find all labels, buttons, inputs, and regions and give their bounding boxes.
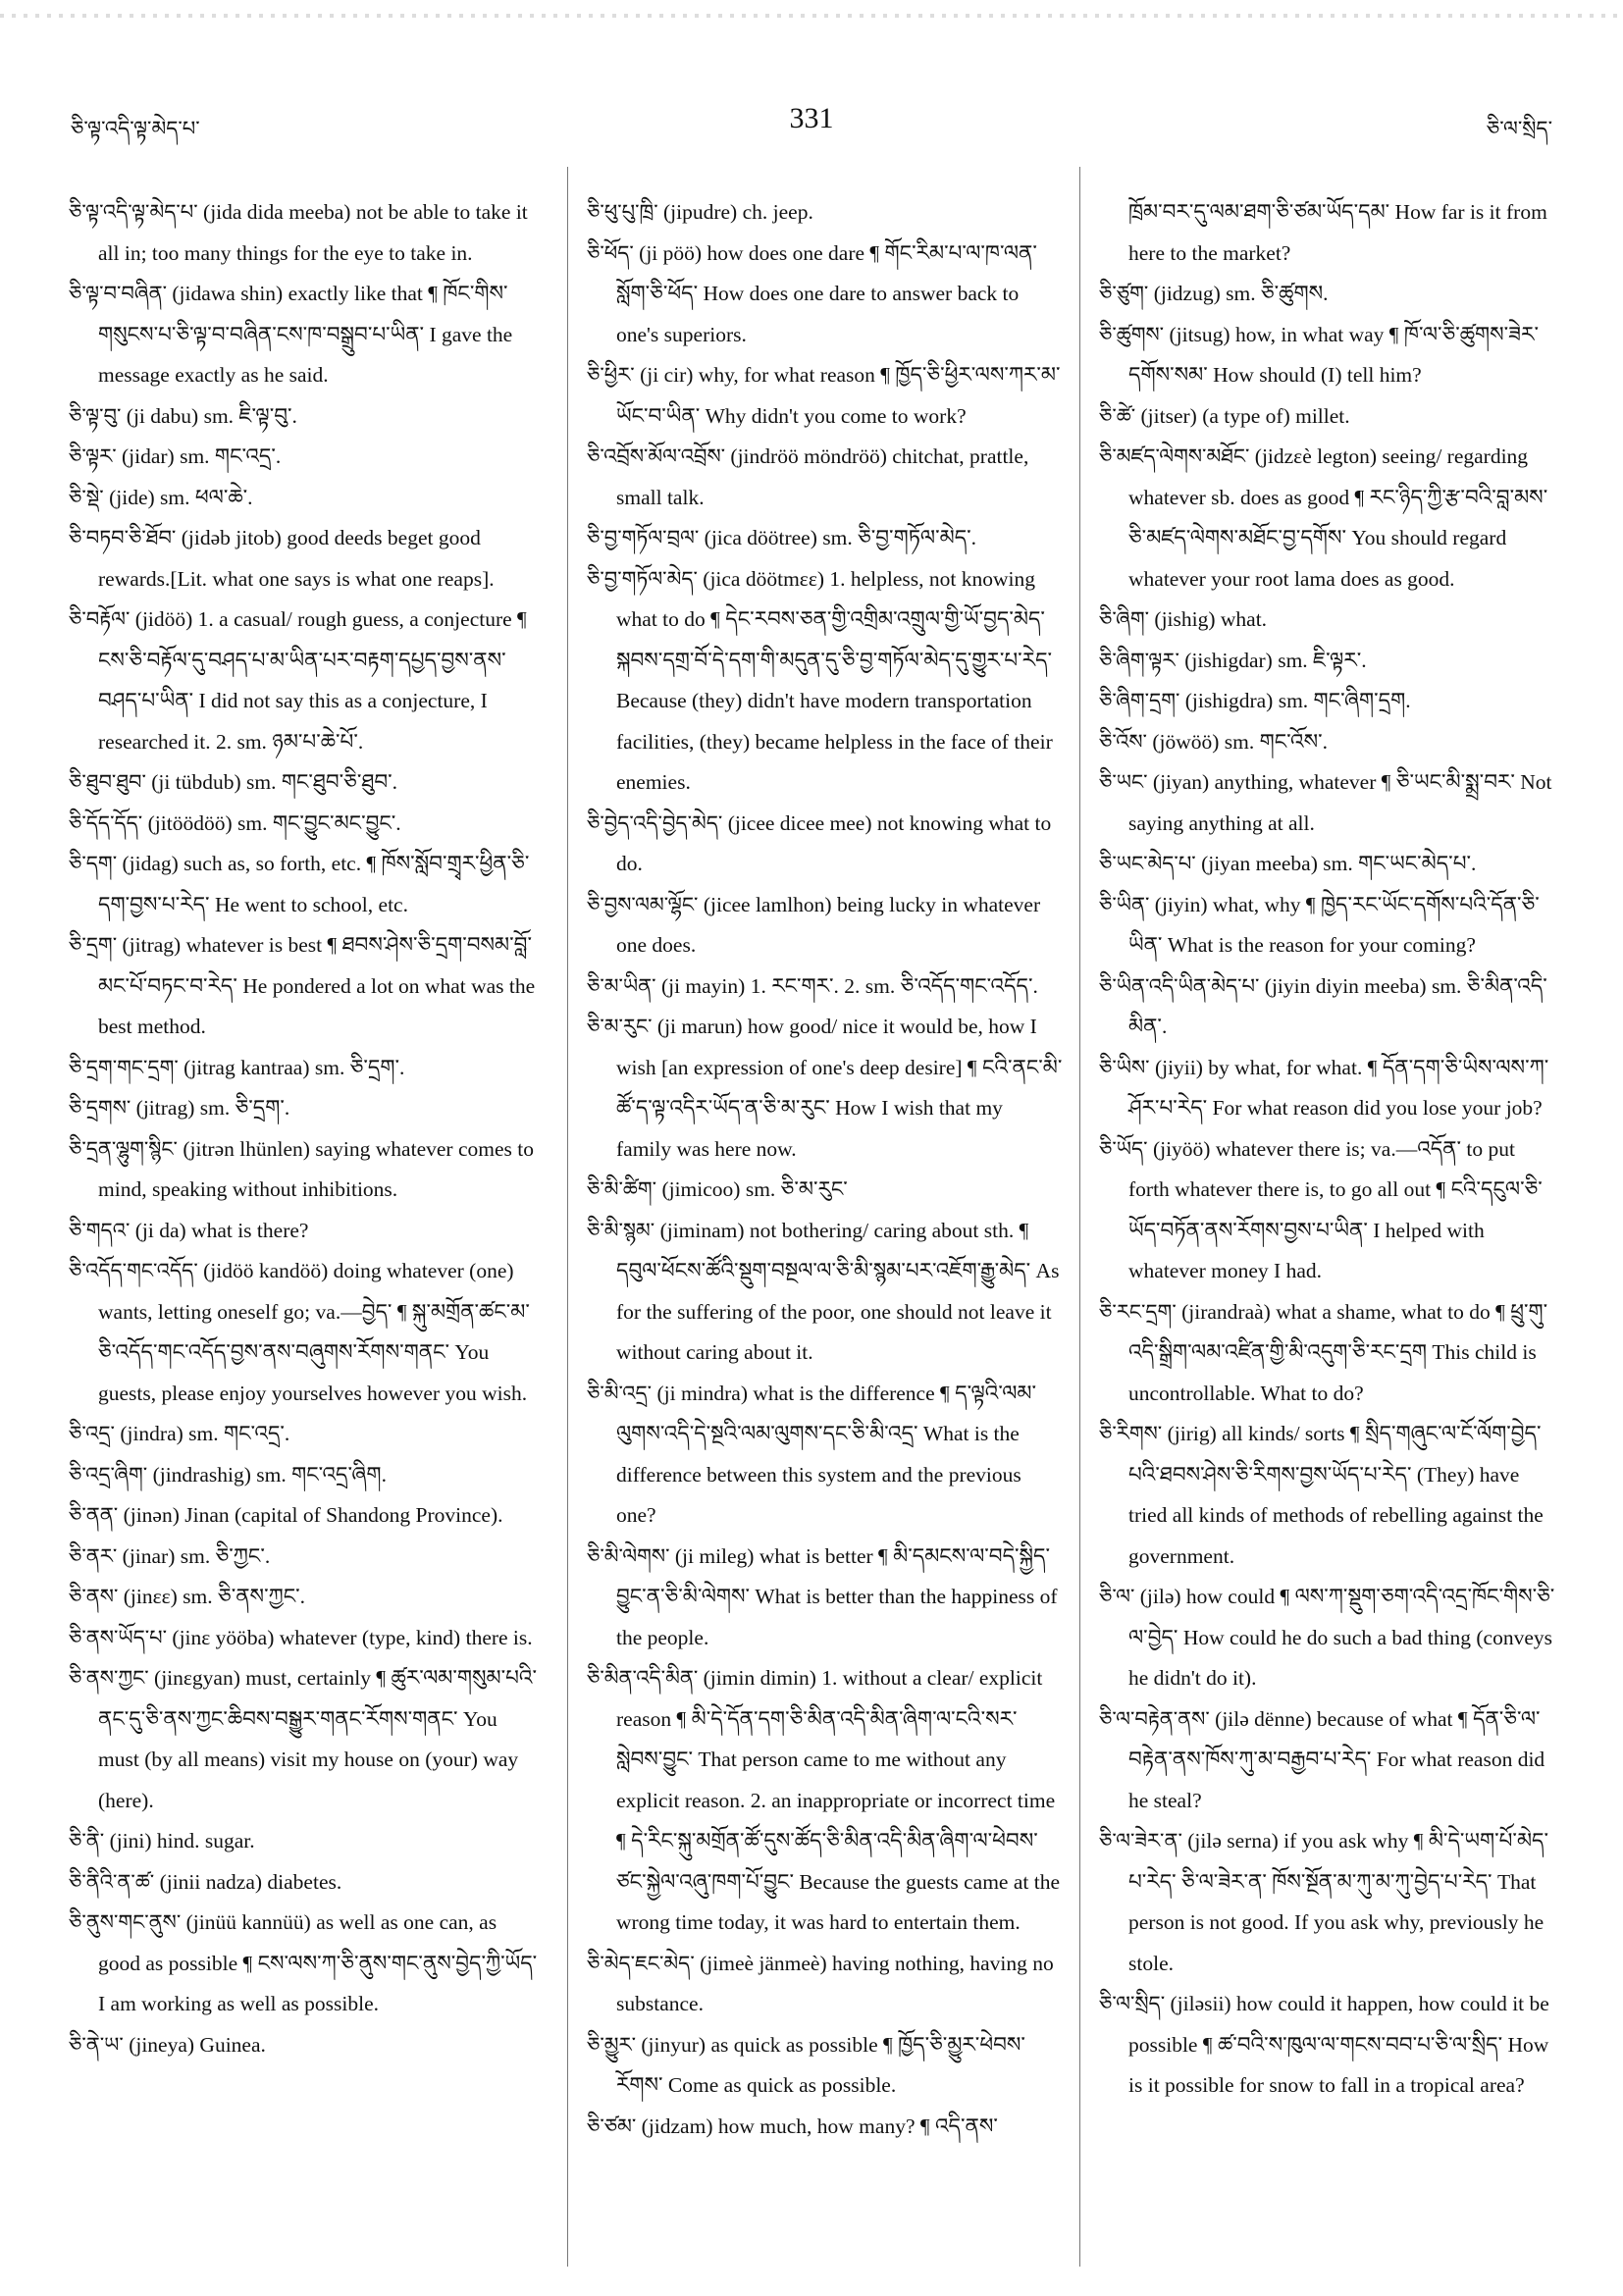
entry-definition: (jinyur) as quick as possible ¶ ཁྱོད་ཅི་མྱུར་ཕེབས་རོགས་ Come as quick as possible.	[616, 2032, 1025, 2097]
dictionary-entry	[1099, 641, 1560, 682]
entry-definition: (ji mayin) 1. རང་གར་. 2. sm. ཅི་འདོད་གང་འདོད་.	[655, 973, 1038, 998]
dictionary-entry	[587, 804, 1063, 885]
entry-headword: ཅི་དག་	[69, 852, 118, 875]
dictionary-entry	[1099, 966, 1560, 1048]
dictionary-entry	[587, 1944, 1063, 2025]
dictionary-entry	[69, 1495, 540, 1537]
entry-headword: ཅི་མི་ལེགས་	[587, 1543, 670, 1568]
entry-definition: (jicee lamlhon) being lucky in whatever one does.	[616, 892, 1041, 957]
entry-headword: ཅི་མི་སྙམ་	[587, 1218, 655, 1242]
entry-definition: (jimeè jänmeè) having nothing, having no substance.	[616, 1951, 1054, 2015]
entry-definition: (jinüü kannüü) as well as one can, as good as possible ¶ ངས་ལས་ཀ་ཅི་ནུས་གང་ནུས་བྱེད་ཀྱི་ཡོད་ I am working as well as possible.	[98, 1910, 538, 2015]
dictionary-entry	[1099, 1292, 1560, 1415]
entry-headword: ཅི་ཙུག་	[1099, 282, 1149, 305]
entry-definition: (jöwöö) sm. གང་འོས་.	[1146, 729, 1328, 754]
entry-headword: ཅི་བྱ་གཏོལ་བྲལ་	[587, 526, 700, 549]
entry-headword: ཅི་ཡིན་	[1099, 892, 1150, 916]
entry-definition: (jishigdra) sm. གང་ཞིག་དྲག.	[1179, 689, 1411, 712]
entry-definition: (jitrən lhünlen) saying whatever comes to mind, speaking without inhibitions.	[98, 1136, 534, 1201]
dictionary-entry	[69, 1251, 540, 1414]
entry-headword: ཅི་མིན་འདི་མིན་	[587, 1666, 699, 1690]
entry-headword: ཅི་ནས་ཀྱང་	[69, 1666, 149, 1690]
entry-headword: ཅི་ནར་	[69, 1543, 118, 1568]
entry-definition: (jiyan) anything, whatever ¶ ཅི་ཡང་མི་སྨྲ་བར་ Not saying anything at all.	[1128, 770, 1552, 835]
entry-headword: ཅི་ཡང་	[1099, 770, 1148, 794]
entry-definition: (jidawa shin) exactly like that ¶ ཁོང་གིས་གསུངས་པ་ཅི་ལྟ་བ་བཞིན་ངས་ཁ་བསྒྲུབ་པ་ཡིན་ I gave the message exactly as he said.	[98, 282, 513, 387]
entry-definition: (jiyan meeba) sm. གང་ཡང་མེད་པ་.	[1195, 852, 1477, 875]
guide-word-left: ཅི་ལྟ་འདི་ལྟ་མེད་པ་	[71, 117, 200, 140]
entry-headword: ཅི་ཚུགས་	[1099, 322, 1165, 346]
entry-definition: (jimin dimin) 1. without a clear/ explicit reason ¶ མི་དེ་དོན་དག་ཅི་མིན་འདི་མིན་ཞིག་ལ་ངའི་སར་སླེབས་བྱུང་ That person came to me without any explicit reason. 2. an inappropriate or incorrect time ¶ དེ་རིང་སྐུ་མགྲོན་ཚོ་དུས་ཚོད་ཅི་མིན་འདི་མིན་ཞིག་ལ་ཕེབས་ཙང་སྐྱེལ་འཞུ་ཁག་པོ་བྱུང་ Because the guests came at the wrong time today, it was hard to entertain them.	[616, 1666, 1060, 1934]
entry-headword: ཅི་ཞིག་དྲག་	[1099, 689, 1180, 712]
dictionary-entry	[69, 2025, 540, 2066]
entry-definition: (jilə) how could ¶ ལས་ཀ་སྡུག་ཅག་འདི་འདྲ་ཁོང་གིས་ཅི་ལ་བྱེད་ How could he do such a bad thing (conveys he didn't do it).	[1128, 1585, 1555, 1690]
dictionary-entry	[1099, 437, 1560, 600]
entry-headword: ཅི་རང་དྲག་	[1099, 1299, 1177, 1324]
entry-headword: ཅི་བྱ་གཏོལ་མེད་	[587, 566, 698, 591]
dictionary-entry	[1099, 1414, 1560, 1577]
entry-definition: (jiyöö) whatever there is; va.—འདོན་ to put forth whatever there is, to go all out ¶ ངའི་དངུལ་ཅི་ཡོད་བཏོན་ནས་རོགས་བྱས་པ་ཡིན་ I helped with whatever money I had.	[1128, 1136, 1543, 1282]
dictionary-entry	[69, 396, 540, 438]
dictionary-entry	[587, 2107, 1063, 2148]
entry-definition: (ji dabu) sm. ཇི་ལྟ་བུ་.	[121, 403, 297, 428]
dictionary-entry	[1099, 762, 1560, 844]
entry-definition: (jidöö kandöö) doing whatever (one) wants, letting oneself go; va.—བྱེད་ ¶ སྐུ་མགྲོན་ཚང་མ་ཅི་འདོད་གང་འདོད་བྱས་ནས་བཞུགས་རོགས་གནང་ You guests, please enjoy yourselves however you wish.	[98, 1259, 530, 1405]
dictionary-entry	[69, 1414, 540, 1455]
entry-headword: ཅི་དྲག་གང་དྲག་	[69, 1055, 179, 1079]
entry-headword: ཅི་མ་ཡིན་	[587, 973, 656, 998]
dictionary-entry	[1099, 1699, 1560, 1822]
dictionary-entry	[1099, 1577, 1560, 1699]
entry-definition: (jindra) sm. གང་འདྲ་.	[114, 1422, 290, 1445]
entry-headword: ཅི་ནས་	[69, 1585, 119, 1608]
entry-headword: ཅི་ནིའི་ན་ཚ་	[69, 1869, 155, 1894]
entry-headword: ཅི་ལ་སྲིད་	[1099, 1992, 1166, 2015]
entry-headword: ཅི་ཕོད་	[587, 240, 634, 265]
dictionary-entry	[69, 1537, 540, 1578]
entry-headword: ཅི་ལྟ་འདི་ལྟ་མེད་པ་	[69, 200, 198, 224]
dictionary-entry	[1099, 681, 1560, 722]
entry-definition: (ji cir) why, for what reason ¶ ཁྱོད་ཅི་ཕྱིར་ལས་ཀར་མ་ཡོང་བ་ཡིན་ Why didn't you come to work?	[616, 363, 1061, 428]
entry-headword: ཅི་རིགས་	[1099, 1422, 1163, 1445]
entry-definition: (jiləsii) how could it happen, how could it be possible ¶ ཚ་བའི་ས་ཁུལ་ལ་གངས་བབ་པ་ཅི་ལ་སྲིད་ How is it possible for snow to fall in a tropical area?	[1128, 1992, 1549, 2097]
dictionary-entry	[69, 192, 540, 274]
entry-headword: ཅི་ཙམ་	[587, 2113, 637, 2138]
entry-headword: ཅི་བྱས་ལམ་ལྷོང་	[587, 892, 699, 916]
entry-headword: ཅི་ནུས་གང་ནུས་	[69, 1910, 182, 1934]
entry-headword: ཅི་འབྲོས་མོལ་འབྲོས་	[587, 444, 726, 468]
dictionary-entry	[1099, 1984, 1560, 2107]
entry-headword: ཅི་ནས་ཡོད་པ་	[69, 1625, 168, 1649]
entry-definition: (jica döötree) sm. ཅི་བྱ་གཏོལ་མེད་.	[699, 526, 977, 549]
column-divider	[1079, 167, 1080, 2267]
dictionary-entry	[587, 1374, 1063, 1537]
guide-word-right: ཅི་ལ་སྲིད་	[1486, 117, 1552, 140]
dictionary-entry	[69, 1577, 540, 1618]
entry-headword: ཅི་ལྟ་བུ་	[69, 403, 122, 428]
dictionary-entry	[587, 2025, 1063, 2107]
entry-headword: ཅི་ལ་ཟེར་ན་	[1099, 1829, 1182, 1852]
dictionary-entry	[69, 1862, 540, 1904]
dictionary-entry	[1099, 274, 1560, 315]
entry-definition: (jida dida meeba) not be able to take it all in; too many things for the eye to take in.	[98, 200, 528, 265]
entry-definition: (jitrag kantraa) sm. ཅི་དྲག་.	[178, 1055, 405, 1079]
entry-headword: ཅི་བྱེད་འདི་བྱེད་མེད་	[587, 810, 723, 835]
dictionary-entry	[1099, 722, 1560, 763]
entry-definition: (jidar) sm. གང་འདྲ་.	[116, 444, 282, 468]
entry-definition: (jiyin) what, why ¶ ཁྱེད་རང་ཡོང་དགོས་པའི་དོན་ཅི་ཡིན་ What is the reason for your coming?	[1128, 892, 1540, 957]
entry-headword: ཅི་ཐུབ་ཐུབ་	[69, 770, 146, 794]
entry-definition: (ji mileg) what is better ¶ མི་དམངས་ལ་བདེ་སྐྱིད་བྱུང་ན་ཅི་མི་ལེགས་ What is better than the happiness of the people.	[616, 1543, 1058, 1649]
dictionary-entry	[69, 1618, 540, 1659]
entry-headword: ཅི་འདྲ་	[69, 1422, 115, 1445]
entry-headword: ཅི་འདོད་གང་འདོད་	[69, 1259, 198, 1282]
entry-definition: (jimicoo) sm. ཅི་མ་རུང་	[656, 1177, 848, 1201]
entry-headword: ཅི་ལྟ་བ་བཞིན་	[69, 282, 167, 305]
entry-headword: ཅི་མི་ཚིག་	[587, 1177, 657, 1201]
entry-definition: (jidzam) how much, how many? ¶ འདི་ནས་	[636, 2113, 998, 2138]
dictionary-entry	[1099, 315, 1560, 396]
entry-definition: (jindröö möndröö) chitchat, prattle, small talk.	[616, 444, 1029, 509]
entry-headword: ཅི་ཡིས་	[1099, 1055, 1150, 1079]
entry-definition: (jidəb jitob) good deeds beget good rewards.[Lit. what one says is what one reaps].	[98, 526, 495, 591]
dictionary-entry	[587, 1537, 1063, 1659]
entry-headword: ཅི་ཡོད་	[1099, 1136, 1148, 1161]
entry-headword: ཅི་མ་རུང་	[587, 1015, 653, 1038]
entry-definition: (jinii nadza) diabetes.	[154, 1869, 342, 1894]
entry-definition: (jishig) what.	[1149, 607, 1268, 631]
dictionary-entry	[69, 1211, 540, 1252]
dictionary-entry	[1099, 1129, 1560, 1292]
entry-definition: (jineya) Guinea.	[123, 2032, 266, 2057]
entry-definition: (ji pöö) how does one dare ¶ གོང་རིམ་པ་ལ་ཁ་ལན་སློག་ཅི་ཕོད་ How does one dare to answer back to one's superiors.	[616, 240, 1037, 346]
dictionary-entry	[587, 1170, 1063, 1211]
dictionary-entry	[69, 1129, 540, 1211]
entry-definition: (jipudre) ch. jeep.	[657, 200, 813, 224]
entry-headword: ཅི་ཞིག་	[1099, 607, 1150, 631]
entry-definition: (jinε yööba) whatever (type, kind) there is.	[167, 1625, 533, 1649]
column-3	[1099, 192, 1560, 2263]
entry-definition: (jirandraà) what a shame, what to do ¶ ཕྲུ་གུ་འདི་སྒྲིག་ལམ་འཛིན་གྱི་མི་འདུག་ཅི་རང་དྲག This child is uncontrollable. What to do?	[1128, 1299, 1548, 1405]
dictionary-entry	[69, 762, 540, 804]
column-divider	[567, 167, 568, 2267]
entry-headword: ཅི་ནི་	[69, 1829, 105, 1852]
entry-definition: ཁྲོམ་བར་དུ་ལམ་ཐག་ཅི་ཙམ་ཡོད་དམ་ How far is it from here to the market?	[1128, 200, 1547, 265]
dictionary-entry	[1099, 1821, 1560, 1984]
dictionary-entry	[1099, 844, 1560, 885]
entry-definition: (ji marun) how good/ nice it would be, how I wish [an expression of one's deep desire] ¶ ངའི་ནང་མི་ཚོ་ད་ལྟ་འདིར་ཡོད་ན་ཅི་མ་རུང་ How I wish that my family was here now.	[616, 1015, 1063, 1161]
dictionary-entry	[587, 559, 1063, 804]
entry-definition: (jini) hind. sugar.	[104, 1829, 255, 1852]
entry-headword: ཅི་ལ་བརྟེན་ནས་	[1099, 1706, 1210, 1731]
entry-headword: ཅི་ཕུ་པུ་ཁྲི་	[587, 200, 658, 224]
dictionary-entry	[69, 478, 540, 519]
dictionary-entry	[69, 844, 540, 925]
entry-headword: ཅི་ཕྱིར་	[587, 363, 635, 387]
entry-headword: ཅི་གདའ་	[69, 1218, 131, 1242]
dictionary-entry	[587, 234, 1063, 356]
entry-definition: (jicee dicee mee) not knowing what to do.	[616, 810, 1052, 875]
entry-headword: ཅི་བརྟོལ་	[69, 607, 131, 631]
entry-definition: (jinar) sm. ཅི་ཀྱང་.	[117, 1543, 271, 1568]
entry-headword: ཅི་མཛད་ལེགས་མཐོང་	[1099, 444, 1250, 468]
entry-definition: (jiyii) by what, for what. ¶ དོན་དག་ཅི་ཡིས་ལས་ཀ་ཤོར་པ་རེད་ For what reason did you lose your job?	[1128, 1055, 1549, 1120]
dictionary-entry	[587, 192, 1063, 234]
entry-definition: (jidzug) sm. ཅི་ཚུགས.	[1148, 282, 1329, 305]
dictionary-entry	[69, 518, 540, 600]
column-1	[69, 192, 540, 2263]
dictionary-entry	[69, 1048, 540, 1089]
entry-headword: ཅི་ནན་	[69, 1503, 119, 1527]
entry-definition: (ji da) what is there?	[130, 1218, 309, 1242]
entry-definition: (jitsug) how, in what way ¶ ཁོ་ལ་ཅི་ཚུགས་ཟེར་དགོས་སམ་ How should (I) tell him?	[1128, 322, 1539, 387]
column-2	[587, 192, 1063, 2263]
entry-definition: (ji tübdub) sm. གང་ཐུབ་ཅི་ཐུབ་.	[145, 770, 398, 794]
scan-noise	[0, 14, 1623, 18]
entry-definition: (jindrashig) sm. གང་འདྲ་ཞིག.	[147, 1462, 387, 1487]
entry-definition: (ji mindra) what is the difference ¶ ད་ལྟའི་ལམ་ལུགས་འདི་དེ་སྔའི་ལམ་ལུགས་དང་ཅི་མི་འདྲ་ What is the difference between this system and the previous one?	[616, 1381, 1036, 1527]
dictionary-entry	[69, 274, 540, 396]
entry-definition: (jinεgyan) must, certainly ¶ ཚུར་ལམ་གསུམ་པའི་ནང་དུ་ཅི་ནས་ཀྱང་ཆིབས་བསྒྱུར་གནང་རོགས་གནང་ You must (by all means) visit my house on (your) way (here).	[98, 1666, 537, 1812]
dictionary-entry	[69, 925, 540, 1048]
dictionary-entry	[1099, 192, 1560, 274]
entry-headword: ཅི་ཡང་མེད་པ་	[1099, 852, 1196, 875]
dictionary-entry	[587, 1211, 1063, 1374]
dictionary-entry	[587, 966, 1063, 1008]
dictionary-entry	[587, 885, 1063, 966]
dictionary-entry	[587, 1658, 1063, 1944]
entry-definition: (jiyin diyin meeba) sm. ཅི་མིན་འདི་མིན་.	[1128, 973, 1547, 1038]
entry-headword: ཅི་དྲན་ལྷུག་སྙིང་	[69, 1136, 178, 1161]
entry-definition: (jidzεè legton) seeing/ regarding whatever sb. does as good ¶ རང་ཉིད་ཀྱི་རྩ་བའི་བླ་མས་ཅི་མཛད་ལེགས་མཐོང་བྱ་དགོས་ You should regard whatever your root lama does as good.	[1128, 444, 1548, 591]
entry-headword: ཅི་ལ་	[1099, 1585, 1135, 1608]
entry-definition: (jidag) such as, so forth, etc. ¶ ཁོས་སློབ་གྲྭར་ཕྱིན་ཅི་དག་བྱས་པ་རེད་ He went to school, etc.	[98, 852, 530, 916]
entry-definition: (jiminam) not bothering/ caring about sth. ¶ དབུལ་ཕོངས་ཚོའི་སྡུག་བསྔལ་ལ་ཅི་མི་སྙམ་པར་འཇོག་རྒྱུ་མེད་ As for the suffering of the poor, one should not leave it without caring about it.	[616, 1218, 1060, 1364]
entry-definition: (jilə dënne) because of what ¶ དོན་ཅི་ལ་བརྟེན་ནས་ཁོས་ཀུ་མ་བརྒྱབ་པ་རེད་ For what reason did he steal?	[1128, 1706, 1545, 1812]
dictionary-entry	[69, 1821, 540, 1862]
dictionary-entry	[69, 1088, 540, 1129]
entry-definition: (jishigdar) sm. ཇི་ལྟར་.	[1178, 648, 1367, 672]
dictionary-entry	[587, 355, 1063, 437]
dictionary-entry	[587, 1007, 1063, 1170]
entry-headword: ཅི་ཚེ་	[1099, 403, 1136, 428]
dictionary-entry	[1099, 1048, 1560, 1129]
dictionary-entry	[69, 1455, 540, 1496]
entry-headword: ཅི་ནེ་ཡ་	[69, 2032, 124, 2057]
entry-definition: (jitrag) whatever is best ¶ ཐབས་ཤེས་ཅི་དྲག་བསམ་བློ་མང་པོ་བཏང་བ་རེད་ He pondered a lot on what was the best method.	[98, 933, 536, 1038]
entry-headword: ཅི་དྲག་	[69, 933, 118, 957]
entry-definition: (jinεε) sm. ཅི་ནས་ཀྱང་.	[118, 1585, 306, 1608]
entry-headword: ཅི་མྱུར་	[587, 2032, 637, 2057]
dictionary-entry	[1099, 885, 1560, 966]
entry-definition: (jidöö) 1. a casual/ rough guess, a conjecture ¶ ངས་ཅི་བརྟོལ་དུ་བཤད་པ་མ་ཡིན་པར་བརྟག་དཔྱད་བྱས་ནས་བཤད་པ་ཡིན་ I did not say this as a conjecture, I researched it. 2. sm. ཉམ་པ་ཆེ་པོ་.	[98, 607, 527, 754]
dictionary-entry	[69, 437, 540, 478]
dictionary-entry	[587, 437, 1063, 518]
entry-headword: ཅི་ཞིག་ལྟར་	[1099, 648, 1179, 672]
entry-headword: ཅི་མི་འདྲ་	[587, 1381, 653, 1405]
entry-definition: (jitrag) sm. ཅི་དྲག་.	[131, 1096, 290, 1120]
dictionary-entry	[587, 518, 1063, 559]
dictionary-entry	[1099, 600, 1560, 641]
dictionary-entry	[69, 1903, 540, 2025]
entry-definition: (jirig) all kinds/ sorts ¶ སྲིད་གཞུང་ལ་ངོ་ལོག་བྱེད་པའི་ཐབས་ཤེས་ཅི་རིགས་བྱས་ཡོད་པ་རེད་ (They) have tried all kinds of methods of rebelling against the government.	[1128, 1422, 1544, 1568]
entry-headword: ཅི་དྲགས་	[69, 1096, 131, 1120]
page-number: 331	[789, 102, 834, 134]
entry-headword: ཅི་མེད་ཇང་མེད་	[587, 1951, 695, 1975]
entry-definition: (jitöödöö) sm. གང་བྱུང་མང་བྱུང་.	[142, 810, 401, 835]
entry-headword: ཅི་འདྲ་ཞིག་	[69, 1462, 148, 1487]
entry-headword: ཅི་དོད་དོད་	[69, 810, 143, 835]
entry-definition: (jide) sm. ཕལ་ཆེ་.	[103, 485, 253, 509]
entry-definition: (jinən) Jinan (capital of Shandong Province).	[118, 1503, 503, 1527]
dictionary-entry	[69, 1658, 540, 1821]
entry-headword: ཅི་སྡེ་	[69, 485, 104, 509]
entry-headword: ཅི་ལྟར་	[69, 444, 117, 468]
entry-headword: ཅི་ཡིན་འདི་ཡིན་མེད་པ་	[1099, 973, 1260, 998]
dictionary-entry	[69, 804, 540, 845]
dictionary-entry	[69, 600, 540, 762]
entry-definition: (jica döötmεε) 1. helpless, not knowing what to do ¶ དེང་རབས་ཅན་གྱི་འགྲིམ་འགྲུལ་གྱི་ཡོ་བྱད་མེད་སྐབས་དགྲ་བོ་དེ་དག་གི་མདུན་དུ་ཅི་བྱ་གཏོལ་མེད་དུ་གྱུར་པ་རེད་ Because (they) didn't have modern transportation facilities, (they) became helpless in the face of their enemies.	[616, 566, 1053, 794]
entry-headword: ཅི་འོས་	[1099, 729, 1147, 754]
dictionary-entry	[1099, 396, 1560, 438]
entry-headword: ཅི་བཏབ་ཅི་ཐོབ་	[69, 526, 177, 549]
entry-definition: (jilə serna) if you ask why ¶ མི་དེ་ཡག་པོ་མེད་པ་རེད་ ཅི་ལ་ཟེར་ན་ ཁོས་སྔོན་མ་ཀུ་མ་ཀུ་བྱེད་པ་རེད་ That person is not good. If you ask why, previously he stole.	[1128, 1829, 1548, 1975]
entry-definition: (jitser) (a type of) millet.	[1135, 403, 1350, 428]
